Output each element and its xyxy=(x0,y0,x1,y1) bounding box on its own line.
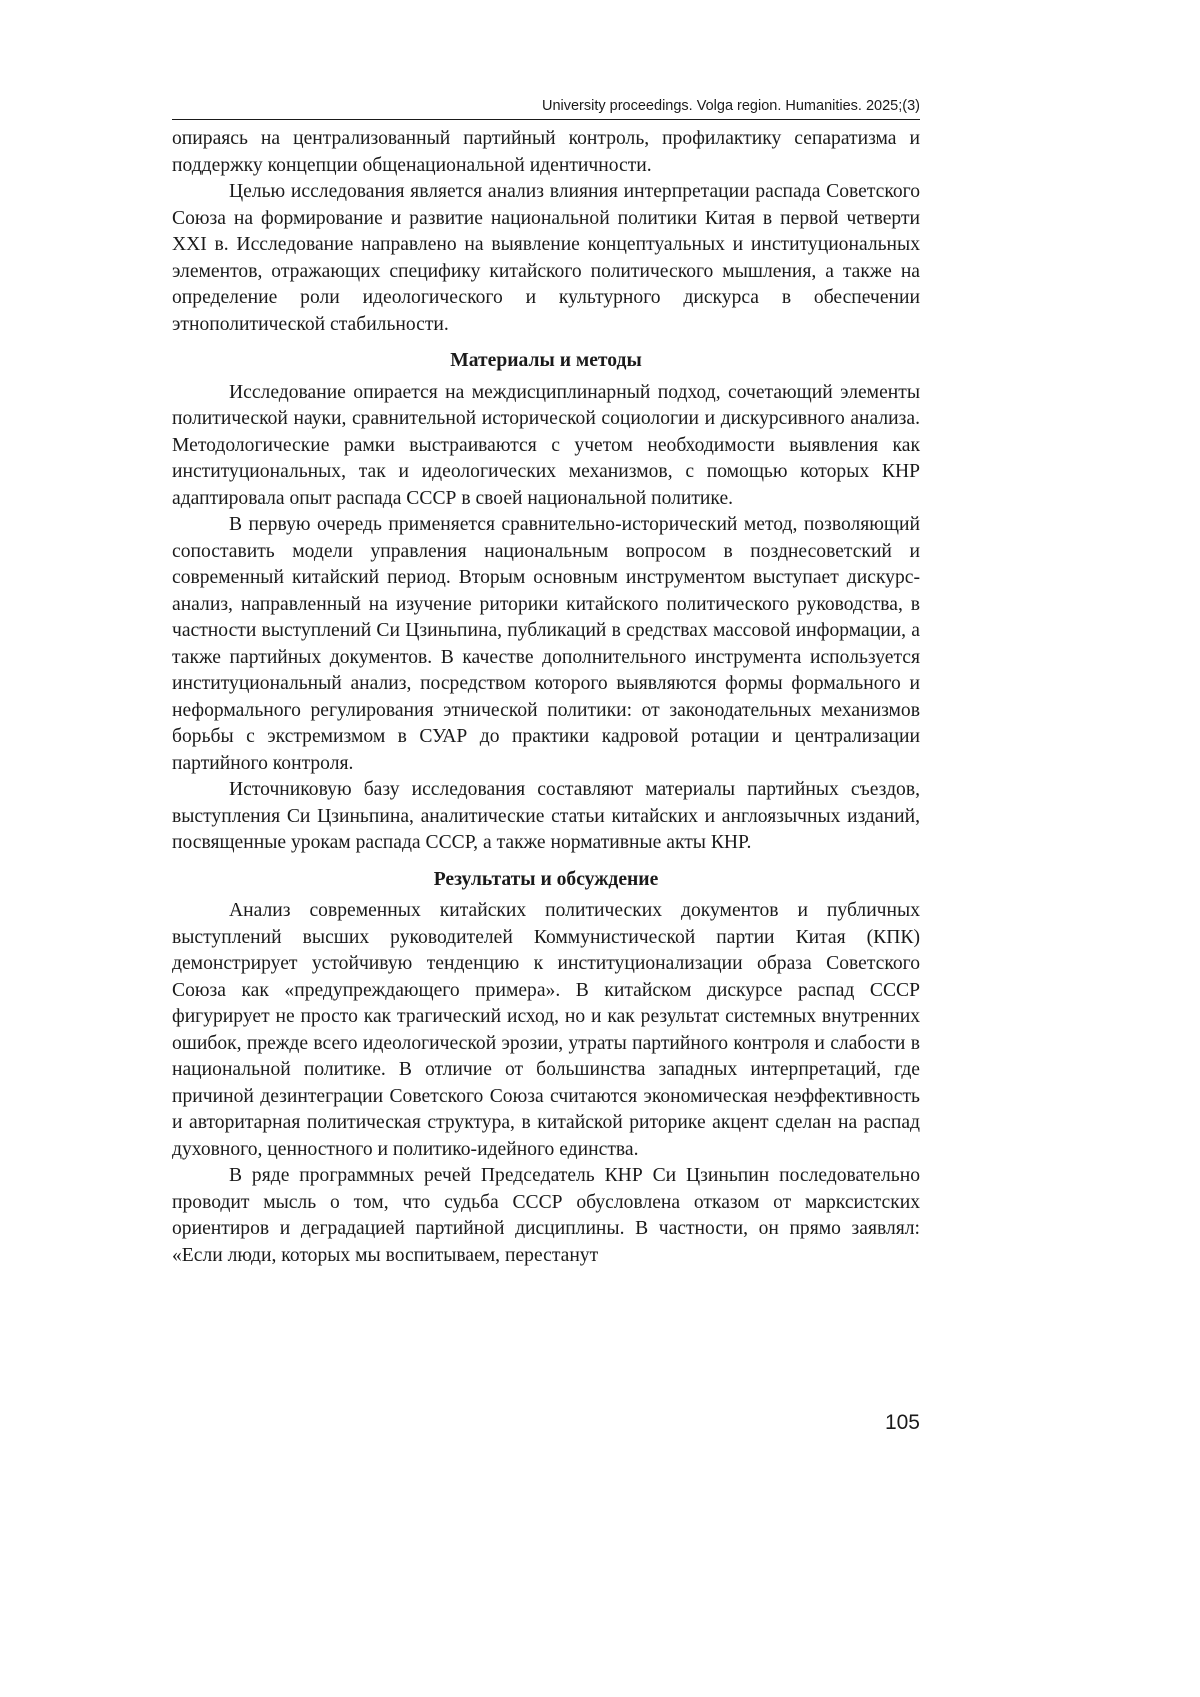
journal-page xyxy=(172,98,920,1269)
running-header: University proceedings. Volga region. Humanities. 2025;(3) xyxy=(172,98,920,120)
body-paragraph: В первую очередь применяется сравнительно-исторический метод, позволяющий сопоставить модели управления национальным вопросом в позднесоветский и современный китайский период. Вторым основным инструментом выступает дискурс-анализ, направленный на изучение риторики китайского политического руководства, в частности выступлений Си Цзиньпина, публикаций в средствах массовой информации, а также партийных документов. В качестве дополнительного инструмента используется институциональный анализ, посредством которого выявляются формы формального и неформального регулирования этнической политики: от законодательных механизмов борьбы с экстремизмом в СУАР до практики кадровой ротации и централизации партийного контроля. xyxy=(172,514,920,774)
body-paragraph: опираясь на централизованный партийный контроль, профилактику сепаратизма и поддержку концепции общенациональной идентичности. xyxy=(172,128,920,176)
body-paragraph: Исследование опирается на междисциплинарный подход, сочетающий элементы политической науки, сравнительной исторической социологии и дискурсивного анализа. Методологические рамки выстраиваются с учетом необходимости выявления как институциональных, так и идеологических механизмов, с помощью которых КНР адаптировала опыт распада СССР в своей национальной политике. xyxy=(172,381,920,509)
article-body xyxy=(172,126,920,1269)
body-paragraph: В ряде программных речей Председатель КНР Си Цзиньпин последовательно проводит мысль о том, что судьба СССР обусловлена отказом от марксистских ориентиров и деградацией партийной дисциплины. В частности, он прямо заявлял: «Если люди, которых мы воспитываем, перестанут xyxy=(172,1165,920,1266)
body-paragraph: Целью исследования является анализ влияния интерпретации распада Советского Союза на формирование и развитие национальной политики Китая в первой четверти XXI в. Исследование направлено на выявление концептуальных и институциональных элементов, отражающих специфику китайского политического мышления, а также на определение роли идеологического и культурного дискурса в обеспечении этнополитической стабильности. xyxy=(172,181,920,335)
section-heading-results-discussion: Результаты и обсуждение xyxy=(433,868,659,890)
body-paragraph: Источниковую базу исследования составляют материалы партийных съездов, выступления Си Цзиньпина, аналитические статьи китайских и англоязычных изданий, посвященные урокам распада СССР, а также нормативные акты КНР. xyxy=(172,779,920,853)
section-heading-materials-methods: Материалы и методы xyxy=(450,350,642,371)
body-paragraph: Анализ современных китайских политических документов и публичных выступлений высших руководителей Коммунистической партии Китая (КПК) демонстрирует устойчивую тенденцию к институционализации образа Советского Союза как «предупреждающего примера». В китайском дискурсе распад СССР фигурирует не просто как трагический исход, но и как результат системных внутренних ошибок, прежде всего идеологической эрозии, утраты партийного контроля и слабости в национальной политике. В отличие от большинства западных интерпретаций, где причиной дезинтеграции Советского Союза считаются экономическая неэффективность и авторитарная политическая структура, в китайской риторике акцент сделан на распад духовного, ценностного и политико-идейного единства. xyxy=(172,900,920,1160)
page-number: 105 xyxy=(884,1411,920,1434)
